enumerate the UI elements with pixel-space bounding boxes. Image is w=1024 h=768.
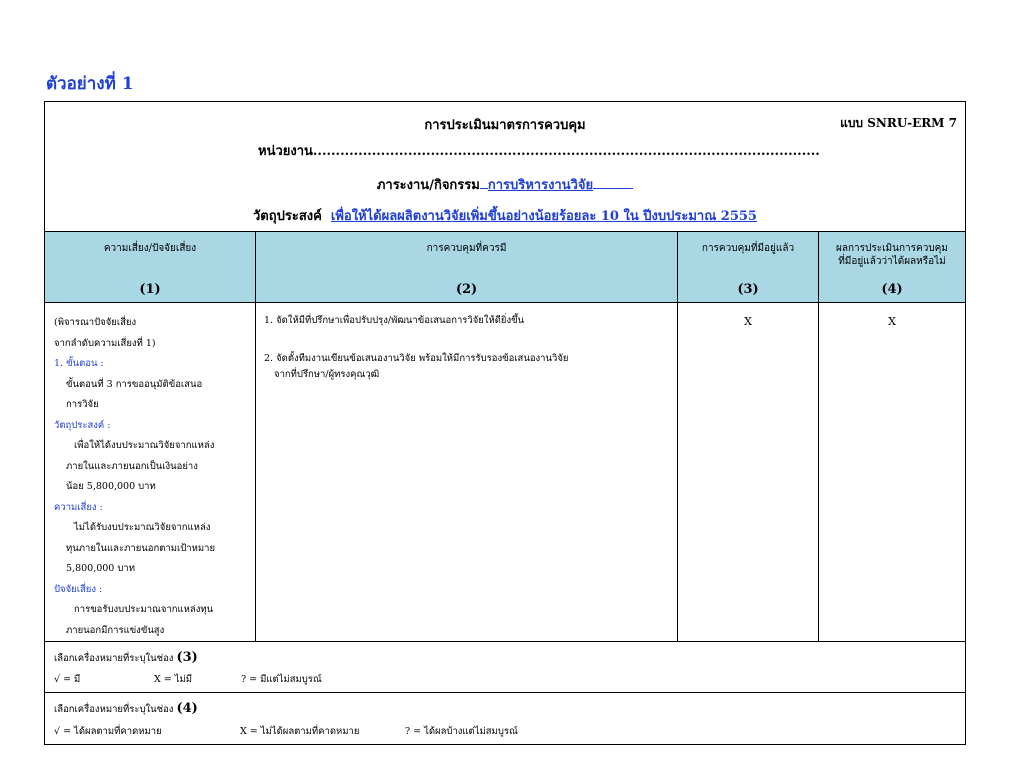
legend-option-yes: √ = มี bbox=[54, 674, 81, 685]
column-header-number: (2) bbox=[455, 282, 478, 297]
objective-label: วัตถุประสงค์ bbox=[253, 209, 322, 224]
control-item-2 bbox=[264, 351, 674, 383]
legend-title-text: เลือกเครื่องหมายที่ระบุในช่อง bbox=[54, 704, 174, 715]
risk-cell bbox=[45, 303, 256, 641]
risk-line: การวิจัย bbox=[66, 399, 99, 410]
risk-line: ภายในและภายนอกเป็นเงินอย่าง bbox=[66, 460, 198, 472]
objective-value: เพื่อให้ได้ผลผลิตงานวิจัยเพิ่มขึ้นอย่างน้อยร้อยละ 10 ใน ปีงบประมาณ 2555 bbox=[330, 209, 757, 224]
column-header-label: ความเสี่ยง/ปัจจัยเสี่ยง bbox=[103, 243, 197, 254]
risk-line: น้อย 5,800,000 บาท bbox=[66, 481, 156, 492]
evaluation-mark: X bbox=[888, 315, 896, 328]
controls-cell bbox=[256, 303, 678, 641]
risk-section-step: 1. ขั้นตอน : bbox=[54, 358, 104, 369]
risk-line: จากลำดับความเสี่ยงที่ 1) bbox=[54, 337, 156, 349]
column-header-label-line1: ผลการประเมินการควบคุม bbox=[836, 243, 948, 254]
control-item-2-line1: 2. จัดตั้งทีมงานเขียนข้อเสนองานวิจัย พร้อมให้มีการรับรองข้อเสนองานวิจัย bbox=[264, 353, 569, 364]
risk-section-objective: วัตถุประสงค์ : bbox=[54, 419, 111, 431]
legend-title-text: เลือกเครื่องหมายที่ระบุในช่อง bbox=[54, 653, 174, 664]
column-header-evaluation bbox=[819, 232, 965, 302]
risk-line: ทุนภายในและภายนอกตามเป้าหมาย bbox=[66, 542, 216, 554]
form-title: การประเมินมาตรการควบคุม bbox=[424, 118, 586, 133]
column-header-controls bbox=[256, 232, 678, 302]
legend-column-number: (3) bbox=[176, 650, 198, 665]
column-header-label bbox=[819, 242, 965, 268]
risk-line: ไม่ได้รับงบประมาณวิจัยจากแหล่ง bbox=[74, 522, 211, 533]
column-header-label: การควบคุมที่ควรมี bbox=[426, 243, 507, 254]
legend-column-3 bbox=[45, 641, 965, 693]
risk-line: การขอรับงบประมาณจากแหล่งทุน bbox=[74, 604, 214, 615]
legend-option-no: X = ไม่มี bbox=[154, 674, 193, 685]
legend-option-partial: ? = มีแต่ไม่สมบูรณ์ bbox=[241, 674, 322, 685]
task-blank-left bbox=[480, 176, 488, 189]
legend-option-ineffective: X = ไม่ได้ผลตามที่คาดหมาย bbox=[240, 726, 360, 737]
task-label: ภาระงาน/กิจกรรม bbox=[376, 178, 480, 193]
risk-line: ขั้นตอนที่ 3 การขออนุมัติข้อเสนอ bbox=[66, 378, 203, 390]
control-item-1: 1. จัดให้มีที่ปรึกษาเพื่อปรับปรุง/พัฒนาข้อเสนอการวิจัยให้ดียิ่งขึ้น bbox=[264, 315, 525, 326]
risk-description bbox=[54, 313, 254, 641]
column-header-existing bbox=[678, 232, 819, 302]
legend-title bbox=[54, 650, 198, 666]
legend-column-number: (4) bbox=[176, 701, 198, 716]
risk-line: ภายนอกมีการแข่งขันสูง bbox=[66, 624, 165, 636]
form-header bbox=[45, 102, 965, 232]
risk-line: (พิจารณาปัจจัยเสี่ยง bbox=[54, 317, 137, 328]
task-line bbox=[45, 174, 965, 195]
column-header-number: (1) bbox=[139, 282, 161, 297]
column-header-number: (4) bbox=[881, 282, 903, 297]
legend-title bbox=[54, 701, 198, 717]
legend-option-effective: √ = ได้ผลตามที่คาดหมาย bbox=[54, 726, 162, 737]
form-code: แบบ SNRU-ERM 7 bbox=[840, 116, 957, 130]
task-value: การบริหารงานวิจัย bbox=[487, 178, 594, 193]
evaluation-form bbox=[44, 101, 966, 745]
page-heading: ตัวอย่างที่ 1 bbox=[46, 74, 134, 94]
column-header-risk bbox=[45, 232, 256, 302]
risk-section-factor: ปัจจัยเสี่ยง : bbox=[54, 583, 103, 595]
legend-column-4 bbox=[45, 692, 965, 745]
existing-control-mark: X bbox=[744, 315, 752, 328]
risk-line: 5,800,000 บาท bbox=[66, 563, 135, 574]
column-header-label: การควบคุมที่มีอยู่แล้ว bbox=[701, 243, 795, 254]
column-header-number: (3) bbox=[737, 282, 759, 297]
existing-control-cell bbox=[678, 303, 819, 641]
objective-line bbox=[45, 205, 965, 226]
column-header-label-line2: ที่มีอยู่แล้วว่าได้ผลหรือไม่ bbox=[838, 256, 946, 267]
task-blank-right bbox=[593, 176, 633, 189]
risk-section-risk: ความเสี่ยง : bbox=[54, 501, 103, 513]
unit-line: หน่วยงาน................................................................................................................ bbox=[258, 144, 820, 159]
evaluation-cell bbox=[819, 303, 965, 641]
control-item-2-line2: จากที่ปรึกษา/ผู้ทรงคุณวุฒิ bbox=[274, 369, 380, 380]
risk-line: เพื่อให้ได้งบประมาณวิจัยจากแหล่ง bbox=[74, 440, 215, 451]
legend-option-partially-effective: ? = ได้ผลบ้างแต่ไม่สมบูรณ์ bbox=[405, 726, 518, 737]
